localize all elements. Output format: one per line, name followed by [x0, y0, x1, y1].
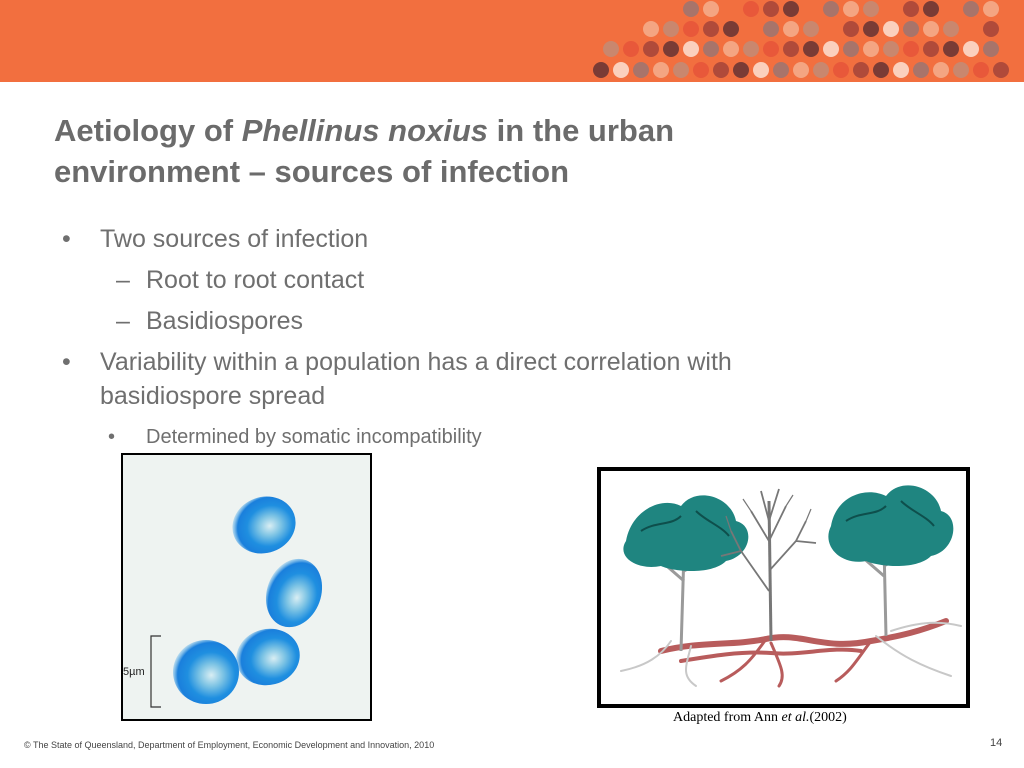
decorative-dot: [623, 41, 639, 57]
decorative-dot: [773, 62, 789, 78]
decorative-dot: [863, 41, 879, 57]
decorative-dot: [893, 62, 909, 78]
title-part2: in the urban: [488, 113, 675, 148]
decorative-dot: [753, 62, 769, 78]
decorative-dot: [723, 21, 739, 37]
decorative-dot: [613, 62, 629, 78]
decorative-dot: [683, 1, 699, 17]
sub-bullet-text: Root to root contact: [146, 266, 365, 294]
decorative-dot: [723, 41, 739, 57]
decorative-dot: [983, 1, 999, 17]
bullet-text-multiline: [100, 345, 880, 413]
decorative-dot: [943, 41, 959, 57]
decorative-dot: [883, 41, 899, 57]
decorative-dot: [853, 62, 869, 78]
decorative-dot: [963, 41, 979, 57]
decorative-dot: [803, 21, 819, 37]
decorative-dot: [693, 62, 709, 78]
decorative-dot: [763, 41, 779, 57]
decorative-dot: [763, 1, 779, 17]
figure-caption: [673, 710, 933, 726]
bullet-marker: •: [108, 426, 116, 448]
root-network: [621, 621, 961, 686]
decorative-dot: [843, 21, 859, 37]
decorative-dot: [973, 62, 989, 78]
tree-right: [828, 485, 953, 636]
decorative-dot: [823, 41, 839, 57]
scale-label: 5µm: [123, 666, 145, 678]
decorative-dot: [783, 41, 799, 57]
decorative-dot: [913, 62, 929, 78]
decorative-dot: [903, 21, 919, 37]
bullet-item: [62, 222, 369, 256]
title-species: Phellinus noxius: [241, 113, 489, 148]
decorative-dot: [963, 1, 979, 17]
spore-4: [173, 640, 239, 704]
decorative-dot: [703, 1, 719, 17]
decorative-dot: [953, 62, 969, 78]
bullet-marker: •: [62, 348, 71, 376]
decorative-dot: [793, 62, 809, 78]
decorative-dot: [673, 62, 689, 78]
caption-year: (2002): [809, 710, 847, 725]
decorative-dot: [763, 21, 779, 37]
bullet-text: Two sources of infection: [100, 225, 369, 253]
bullet-marker: •: [62, 225, 71, 253]
decorative-dot: [923, 41, 939, 57]
decorative-dot: [833, 62, 849, 78]
slide-title: [54, 110, 854, 192]
bullet-text-line2: basidiospore spread: [100, 382, 326, 410]
decorative-dot: [933, 62, 949, 78]
page-number: 14: [990, 737, 1003, 749]
basidiospore-micrograph: [121, 453, 372, 721]
decorative-dot: [863, 21, 879, 37]
decorative-dot: [843, 1, 859, 17]
sub-bullet-item: [116, 263, 365, 297]
decorative-dot: [733, 62, 749, 78]
caption-etal: et al.: [781, 710, 810, 725]
decorative-dot: [703, 21, 719, 37]
sub-bullet-text: Basidiospores: [146, 307, 304, 335]
decorative-dot-pattern: [0, 0, 1024, 82]
decorative-dot: [643, 21, 659, 37]
tree-root-contact-diagram: [597, 467, 970, 708]
decorative-dot: [713, 62, 729, 78]
decorative-dot: [683, 41, 699, 57]
decorative-dot: [943, 21, 959, 37]
decorative-dot: [903, 41, 919, 57]
decorative-dot: [783, 1, 799, 17]
decorative-dot: [983, 21, 999, 37]
decorative-dot: [903, 1, 919, 17]
header-band: [0, 0, 1024, 82]
dash-marker: –: [116, 266, 130, 294]
bullet-item: [62, 345, 732, 410]
decorative-dot: [983, 41, 999, 57]
decorative-dot: [703, 41, 719, 57]
decorative-dot: [743, 41, 759, 57]
decorative-dot: [993, 62, 1009, 78]
decorative-dot: [783, 21, 799, 37]
decorative-dot: [683, 21, 699, 37]
sub-bullet-item: [108, 420, 482, 454]
title-part1: Aetiology of: [54, 113, 242, 148]
decorative-dot: [593, 62, 609, 78]
decorative-dot: [863, 1, 879, 17]
decorative-dot: [883, 21, 899, 37]
title-line2: environment – sources of infection: [54, 154, 570, 189]
decorative-dot: [813, 62, 829, 78]
basidiospore-image: [123, 455, 370, 719]
decorative-dot: [643, 41, 659, 57]
dash-marker: –: [116, 307, 130, 335]
tree-left: [623, 495, 748, 651]
footer-copyright: © The State of Queensland, Department of Employment, Economic Development and Innovation, 2010: [24, 740, 435, 750]
decorative-dot: [923, 21, 939, 37]
bullet-text-line1: Variability within a population has a direct correlation with: [100, 348, 732, 376]
decorative-dot: [653, 62, 669, 78]
decorative-dot: [803, 41, 819, 57]
sub-bullet-item: [116, 304, 304, 338]
decorative-dot: [743, 1, 759, 17]
tree-middle-dead: [721, 489, 816, 641]
decorative-dot: [663, 21, 679, 37]
decorative-dot: [633, 62, 649, 78]
decorative-dot: [663, 41, 679, 57]
caption-text: Adapted from Ann: [673, 710, 782, 725]
decorative-dot: [873, 62, 889, 78]
decorative-dot: [843, 41, 859, 57]
decorative-dot: [603, 41, 619, 57]
decorative-dot: [923, 1, 939, 17]
decorative-dot: [823, 1, 839, 17]
sub-bullet-text: Determined by somatic incompatibility: [146, 426, 482, 448]
tree-illustration: [601, 471, 966, 704]
